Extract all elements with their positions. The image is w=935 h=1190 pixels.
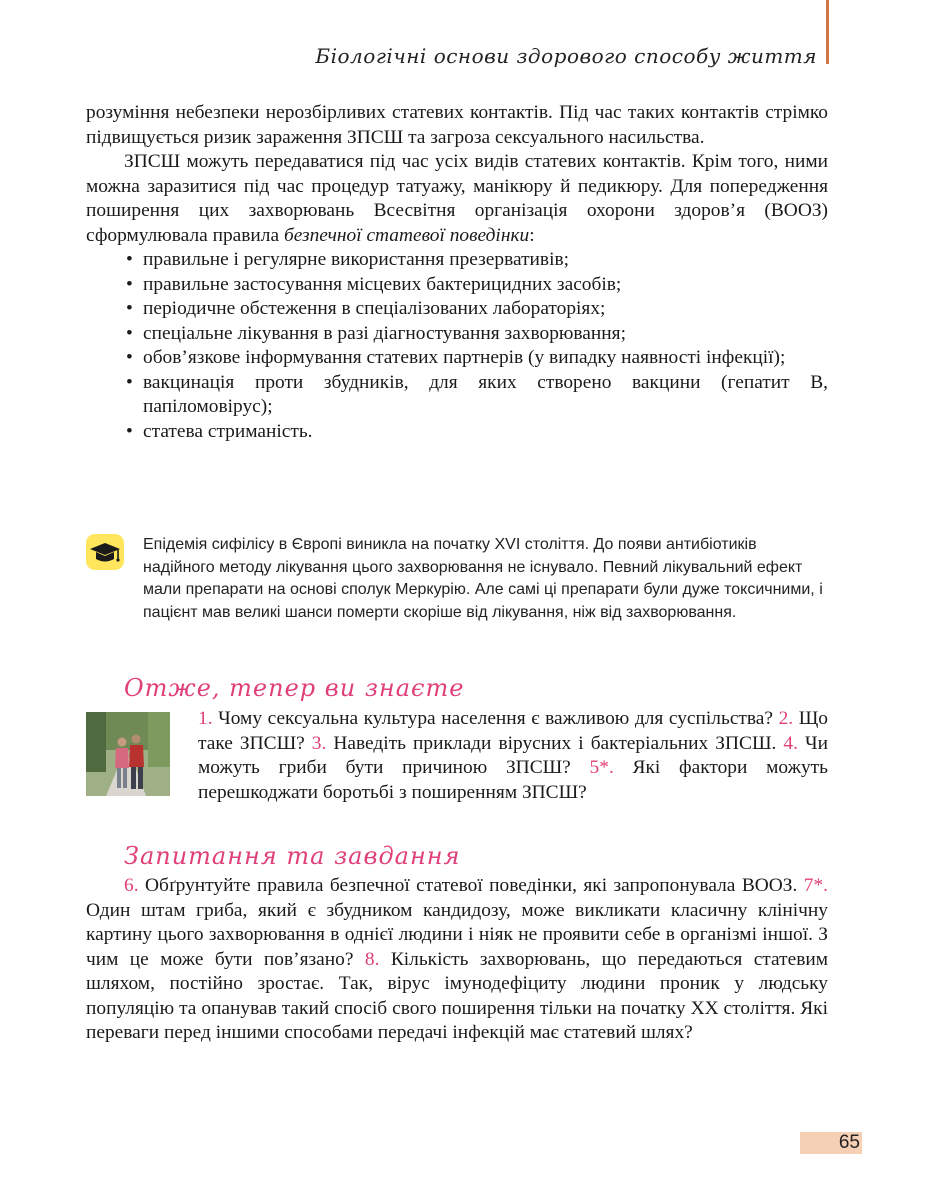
question-text: Наведіть приклади вірусних і бактеріальних ЗПСШ. (326, 732, 784, 754)
fact-note: Епідемія сифілісу в Європі виникла на початку XVI століття. До появи антибіотиків надійного методу лікування цього захворювання не існувало. Певний лікувальний ефект мали препарати на основі сполук Меркурію. Але самі ці препарати були дуже токсичними, і пацієнт мав великі шанси померти скоріше від лікування, ніж від захворювання. (143, 536, 823, 621)
paragraph-2-start: ЗПСШ можуть передаватися під час усіх видів статевих контактів. Крім того, ними можна заразитися під час процедур татуажу, манікюру й педикюру. Для попередження поширення цих захворювань Всесвітня організація охорони здоров’я (ВООЗ) сформулювала правила (86, 151, 828, 246)
question-number: 2. (778, 708, 794, 729)
tasks-questions (86, 874, 828, 1046)
question-number: 5*. (589, 757, 614, 778)
question-number: 1. (198, 708, 213, 729)
photo-spacer (86, 707, 198, 805)
list-item: • періодичне обстеження в спеціалізованих лабораторіях; (126, 297, 828, 322)
question-number: 7*. (803, 875, 828, 896)
list-item: • вакцинація проти збудників, для яких створено вакцини (гепатит В, папіломовірус); (126, 371, 828, 420)
question-text: Чи можуть гриби бути причиною ЗПСШ? (198, 732, 828, 778)
list-item: • спеціальне лікування в разі діагностування захворювання; (126, 322, 828, 347)
question-text: Обґрунтуйте правила безпечної статевої поведінки, які запропонувала ВООЗ. (138, 875, 804, 896)
question-number: 8. (364, 948, 380, 970)
question-text: Які фактори можуть перешкоджати боротьбі з поширенням ЗПСШ? (198, 757, 829, 803)
question-number: 4. (783, 732, 798, 754)
paragraph-2 (86, 150, 828, 248)
tasks-paragraph (86, 874, 828, 1046)
list-item: • обов’язкове інформування статевих партнерів (у випадку наявності інфекції); (126, 346, 828, 371)
list-item: • статева стриманість. (126, 420, 828, 445)
summary-paragraph (86, 707, 828, 805)
question-number: 3. (311, 732, 327, 754)
summary-questions (86, 707, 828, 805)
paragraph-1: розуміння небезпеки нерозбірливих статевих контактів. Під час таких контактів стрімко підвищується ризик зараження ЗПСШ та загроза сексуального насильства. (86, 102, 828, 148)
question-number: 6. (124, 875, 139, 896)
question-text: Чому сексуальна культура населення є важливою для суспільства? (212, 708, 779, 729)
main-text (86, 101, 828, 444)
page-number: 65 (800, 1132, 862, 1154)
paragraph-2-italic: безпечної статевої поведінки (283, 224, 530, 246)
safety-rules-list (86, 248, 828, 444)
question-text: Кількість захворювань, що передаються статевим шляхом, постійно зростає. Так, вірус імунодефіциту людини проник у людську популяцію та опанував такий спосіб свого поширення тільки на початку XX століття. Які переваги перед іншими способами передачі інфекцій має статевий шлях? (86, 948, 828, 1043)
running-title: Біологічні основи здорового способу життя (315, 44, 817, 68)
summary-title: Отже, тепер ви знаєте (124, 674, 465, 702)
question-text: Один штам гриба, який є збудником кандидозу, може викликати класичну клінічну картину цього захворювання в однієї людини і ніяк не проявити себе в організмі іншої. З чим це може бути пов’язано? (86, 899, 828, 970)
paragraph-2-end: : (529, 224, 535, 246)
graduation-cap-icon (86, 534, 124, 570)
tasks-title: Запитання та завдання (124, 842, 461, 870)
list-item: • правильне застосування місцевих бактерицидних засобів; (126, 273, 828, 298)
question-text: Що таке ЗПСШ? (198, 708, 828, 754)
header-rule (826, 0, 829, 64)
list-item: • правильне і регулярне використання презервативів; (126, 248, 828, 273)
